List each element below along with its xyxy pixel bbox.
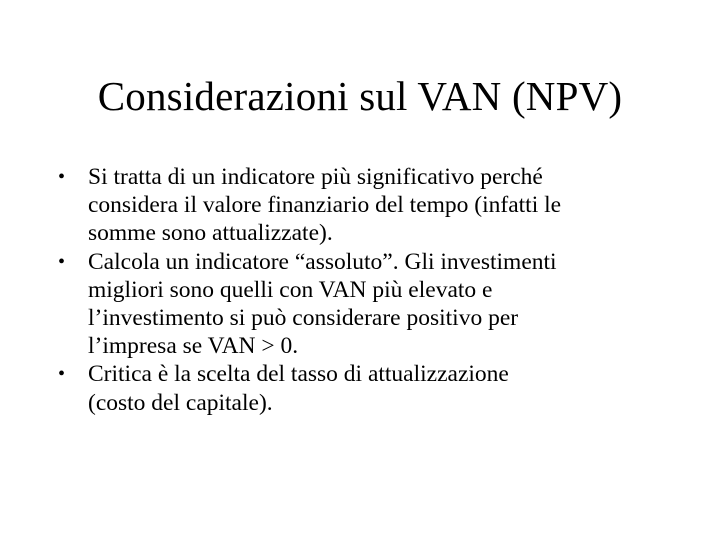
slide-title: Considerazioni sul VAN (NPV) [97,73,623,119]
bullet-item [58,248,698,361]
bullet-line: considera il valore finanziario del tempo (infatti le [88,192,562,219]
bullet-text [88,248,698,361]
bullet-list [58,163,698,417]
bullet-line: Si tratta di un indicatore più significativo perché [88,164,543,190]
bullet-line: Critica è la scelta del tasso di attualizzazione [88,361,509,388]
bullet-text [88,360,698,416]
bullet-text [88,163,698,248]
bullet-icon: • [58,166,66,188]
bullet-line: l’impresa se VAN > 0. [88,333,299,360]
bullet-item [58,360,698,416]
bullet-icon: • [58,363,66,386]
bullet-item [58,163,698,248]
bullet-line: migliori sono quelli con VAN più elevato e [88,276,493,303]
bullet-line: somme sono attualizzate). [88,220,333,247]
bullet-line: Calcola un indicatore “assoluto”. Gli investimenti [88,248,557,275]
bullet-icon: • [58,250,66,273]
bullet-line: l’investimento si può considerare positivo per [88,305,519,332]
bullet-line: (costo del capitale). [88,389,273,416]
